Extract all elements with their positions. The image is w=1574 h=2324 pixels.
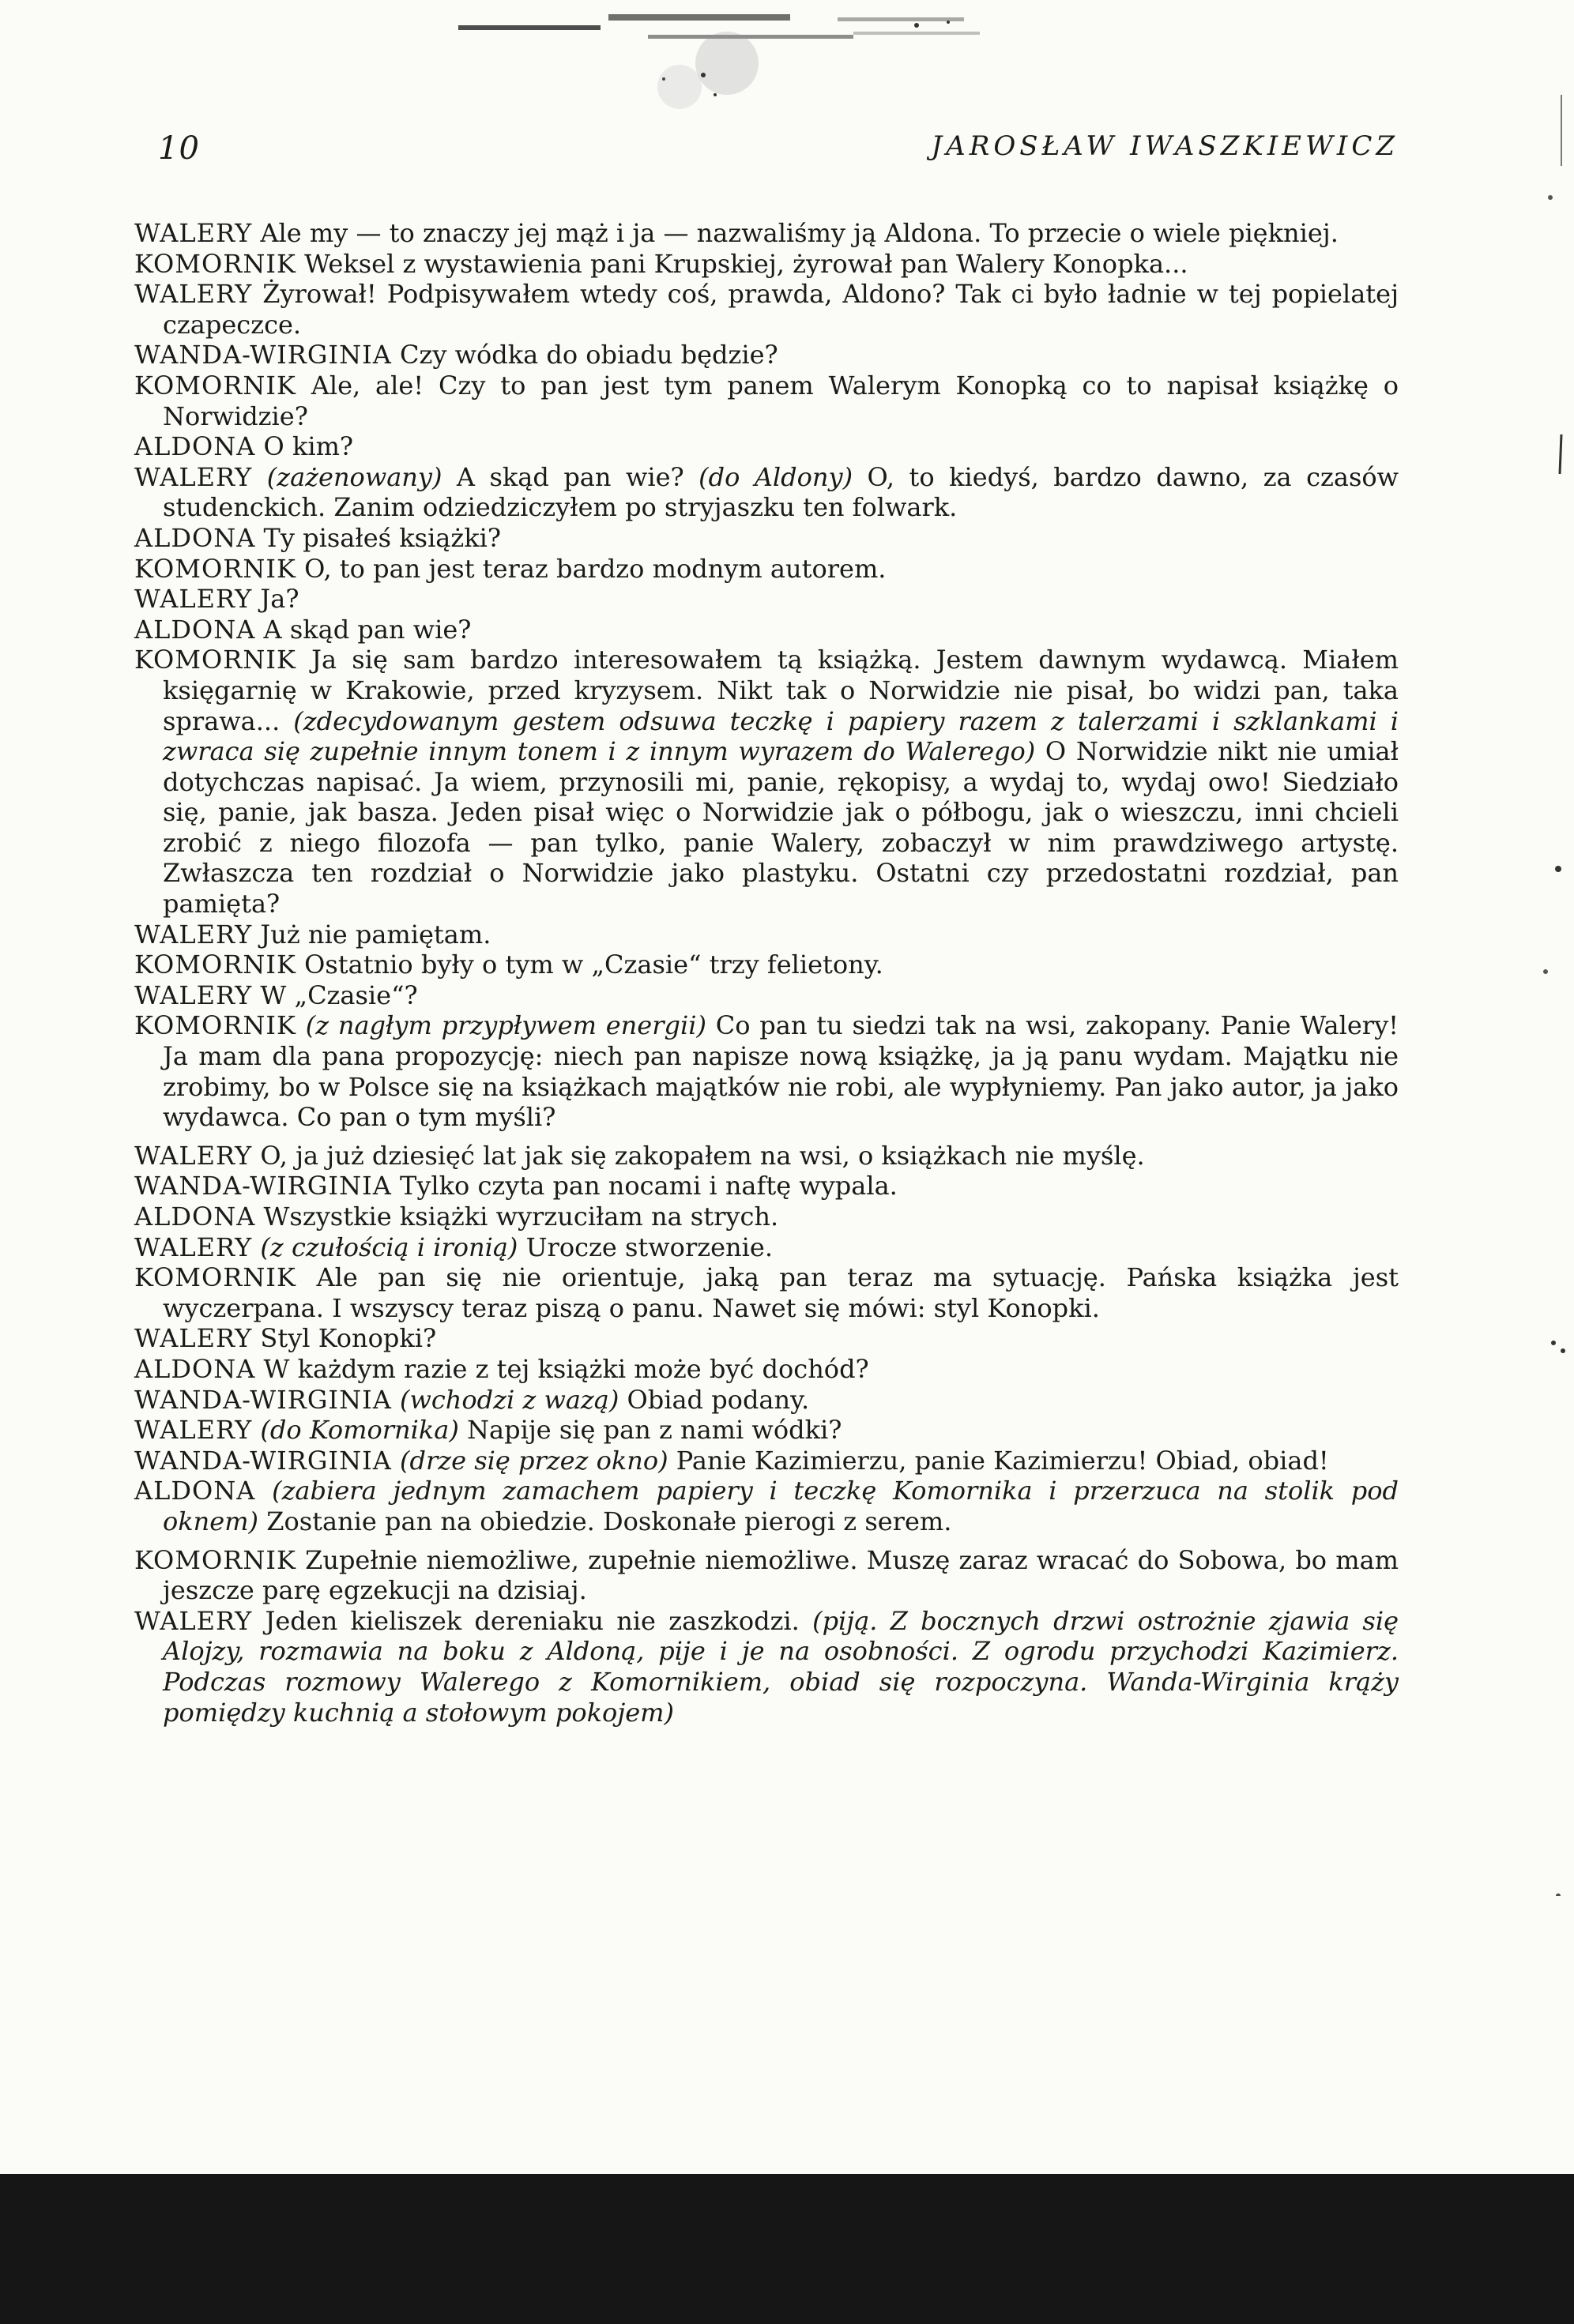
spoken-text: Jeden kieliszek dereniaku nie zaszkodzi. xyxy=(265,1605,813,1636)
spoken-text: Ostatnio były o tym w „Czasie“ trzy felietony. xyxy=(304,950,883,980)
stage-direction: (drze się przez okno) xyxy=(399,1445,668,1476)
speaker-name: WALERY xyxy=(134,1415,253,1446)
dialogue-line xyxy=(134,980,1399,1011)
dialogue-line xyxy=(134,1476,1399,1536)
dialogue-line xyxy=(134,584,1399,615)
spoken-text: Co pan tu siedzi tak na wsi, zakopany. Panie Walery! Ja mam dla pana propozycję: niech pan napisze nową książkę, ja ją panu wydam. Majątku nie zrobimy, bo w Polsce się na książkach majątków nie robi, ale wypłyniemy. Pan jako autor, ja jako wydawca. Co pan o tym myśli? xyxy=(163,1010,1399,1133)
spoken-text: Urocze stworzenie. xyxy=(518,1232,773,1262)
spoken-text: Weksel z wystawienia pani Krupskiej, żyrował pan Walery Konopka... xyxy=(304,248,1188,279)
dialogue-line xyxy=(134,1141,1399,1171)
speaker-name: WANDA-WIRGINIA xyxy=(134,340,392,370)
speaker-name: KOMORNIK xyxy=(134,553,296,584)
speaker-name: ALDONA xyxy=(134,1476,256,1506)
stage-direction: (piją. Z bocznych drzwi ostrożnie zjawia się Alojzy, rozmawia na boku z Aldoną, pije i je na osobności. Z ogrodu przychodzi Kazimierz. Podczas rozmowy Walerego z Komornikiem, obiad się rozpoczyna. Wanda-Wirginia krąży pomiędzy kuchnią a stołowym pokojem) xyxy=(163,1605,1399,1728)
dialogue-line xyxy=(134,1323,1399,1354)
dialogue-line xyxy=(134,1262,1399,1323)
dialogue-line xyxy=(134,279,1399,340)
spoken-text: Zupełnie niemożliwe, zupełnie niemożliwe. Muszę zaraz wracać do Sobowa, bo mam jeszcze parę egzekucji na dzisiaj. xyxy=(163,1544,1399,1606)
spoken-text: Ale my — to znaczy jej mąż i ja — nazwaliśmy ją Aldona. To przecie o wiele piękniej. xyxy=(260,218,1339,248)
speaker-name: KOMORNIK xyxy=(134,1010,296,1041)
spoken-text: W każdym razie z tej książki może być dochód? xyxy=(263,1353,869,1384)
stage-direction: (wchodzi z wazą) xyxy=(399,1384,619,1415)
stage-direction: (do Komornika) xyxy=(260,1415,459,1446)
dialogue-line xyxy=(134,615,1399,645)
speaker-name: WALERY xyxy=(134,218,253,248)
stage-direction: (z czułością i ironią) xyxy=(260,1232,518,1262)
speaker-name: KOMORNIK xyxy=(134,1262,296,1293)
dialogue-line xyxy=(134,1545,1399,1606)
dialogue-line xyxy=(134,218,1399,249)
speaker-name: KOMORNIK xyxy=(134,370,296,400)
spoken-text: Ty pisałeś książki? xyxy=(263,522,502,553)
speaker-name: WALERY xyxy=(134,919,253,950)
spoken-text: O, to kiedyś, bardzo dawno, za czasów studenckich. Zanim odziedziczyłem po stryjaszku ten folwark. xyxy=(163,461,1399,523)
speaker-name: WALERY xyxy=(134,1605,253,1636)
dialogue-line xyxy=(134,370,1399,431)
dialogue-line xyxy=(134,340,1399,370)
speaker-name: WALERY xyxy=(134,1232,253,1262)
scan-smudge xyxy=(442,0,1075,118)
speaker-name: WANDA-WIRGINIA xyxy=(134,1171,392,1201)
spoken-text: W „Czasie“? xyxy=(260,980,418,1010)
speaker-name: ALDONA xyxy=(134,522,256,553)
speaker-name: KOMORNIK xyxy=(134,645,296,675)
dialogue-line xyxy=(134,431,1399,462)
speaker-name: WALERY xyxy=(134,279,253,310)
dialogue-text xyxy=(134,218,1399,1728)
dialogue-line xyxy=(134,554,1399,585)
speaker-name: ALDONA xyxy=(134,1353,256,1384)
spoken-text: Już nie pamiętam. xyxy=(260,919,491,950)
spoken-text: Panie Kazimierzu, panie Kazimierzu! Obiad, obiad! xyxy=(668,1445,1329,1476)
spoken-text: Żyrował! Podpisywałem wtedy coś, prawda, Aldono? Tak ci było ładnie w tej popielatej czapeczce. xyxy=(163,279,1399,340)
stage-direction: (zażenowany) xyxy=(266,461,442,492)
spoken-text: Napije się pan z nami wódki? xyxy=(458,1415,842,1446)
spoken-text: O, ja już dziesięć lat jak się zakopałem na wsi, o książkach nie myślę. xyxy=(260,1140,1145,1171)
page-header xyxy=(158,130,1399,178)
dialogue-line xyxy=(134,1446,1399,1476)
speaker-name: ALDONA xyxy=(134,614,256,645)
spoken-text: Styl Konopki? xyxy=(260,1323,437,1354)
speaker-name: WALERY xyxy=(134,1323,253,1354)
speaker-name: WANDA-WIRGINIA xyxy=(134,1445,392,1476)
spoken-text: Tylko czyta pan nocami i naftę wypala. xyxy=(399,1171,898,1201)
dialogue-line xyxy=(134,1606,1399,1728)
speaker-name: WALERY xyxy=(134,980,253,1010)
page-number: 10 xyxy=(158,130,200,167)
spoken-text: O kim? xyxy=(263,431,354,462)
speaker-name: WALERY xyxy=(134,1140,253,1171)
dialogue-line xyxy=(134,1232,1399,1263)
speaker-name: KOMORNIK xyxy=(134,248,296,279)
dialogue-line xyxy=(134,1171,1399,1201)
speaker-name: WALERY xyxy=(134,461,253,492)
spoken-text: Ale, ale! Czy to pan jest tym panem Walerym Konopką co to napisał książkę o Norwidzie? xyxy=(163,370,1399,431)
dialogue-line xyxy=(134,523,1399,554)
spoken-text: O Norwidzie nikt nie umiał dotychczas napisać. Ja wiem, przynosili mi, panie, rękopisy, a wydaj to, wydaj owo! Siedziało się, panie, jak basza. Jeden pisał więc o Norwidzie jak o półbogu, jak o wieszczu, inni chcieli zrobić z niego filozofa — pan tylko, panie Walery, zobaczył w nim prawdziwego artystę. Zwłaszcza ten rozdział o Norwidzie jako plastyku. Ostatni czy przedostatni rozdział, pan pamięta? xyxy=(163,736,1399,919)
dialogue-line xyxy=(134,645,1399,919)
running-title: JAROSŁAW IWASZKIEWICZ xyxy=(931,130,1399,162)
dialogue-line xyxy=(134,249,1399,280)
spoken-text: O, to pan jest teraz bardzo modnym autorem. xyxy=(304,553,887,584)
dialogue-line xyxy=(134,950,1399,980)
dialogue-line xyxy=(134,462,1399,523)
dialogue-line xyxy=(134,1354,1399,1385)
stage-direction: (zabiera jednym zamachem papiery i teczkę Komornika i przerzuca na stolik pod oknem) xyxy=(163,1476,1399,1536)
spoken-text: Ale pan się nie orientuje, jaką pan teraz ma sytuację. Pańska książka jest wyczerpana. I wszyscy teraz piszą o panu. Nawet się mówi: styl Konopki. xyxy=(163,1262,1399,1323)
spoken-text: A skąd pan wie? xyxy=(263,614,472,645)
margin-marks xyxy=(1527,79,1574,1896)
scan-edge xyxy=(0,2174,1574,2324)
stage-direction: (zdecydowanym gestem odsuwa teczkę i papiery razem z talerzami i szklankami i zwraca się zupełnie innym tonem i z innym wyrazem do Walerego) xyxy=(163,705,1399,767)
dialogue-line xyxy=(134,1385,1399,1416)
spoken-text: Wszystkie książki wyrzuciłam na strych. xyxy=(263,1201,779,1232)
dialogue-line xyxy=(134,919,1399,950)
speaker-name: ALDONA xyxy=(134,1201,256,1232)
spoken-text: Ja? xyxy=(260,584,299,615)
dialogue-line xyxy=(134,1415,1399,1446)
stage-direction: (do Aldony) xyxy=(699,461,853,492)
speaker-name: WANDA-WIRGINIA xyxy=(134,1384,392,1415)
speaker-name: KOMORNIK xyxy=(134,1544,296,1575)
spoken-text: Zostanie pan na obiedzie. Doskonałe pierogi z serem. xyxy=(258,1506,952,1536)
speaker-name: WALERY xyxy=(134,584,253,615)
dialogue-line xyxy=(134,1010,1399,1132)
spoken-text: Czy wódka do obiadu będzie? xyxy=(399,340,778,370)
spoken-text: Obiad podany. xyxy=(619,1384,810,1415)
dialogue-line xyxy=(134,1201,1399,1232)
stage-direction: (z nagłym przypływem energii) xyxy=(305,1010,706,1041)
spoken-text: A skąd pan wie? xyxy=(442,461,699,492)
speaker-name: KOMORNIK xyxy=(134,950,296,980)
spoken-text: Ja się sam bardzo interesowałem tą książką. Jestem dawnym wydawcą. Miałem księgarnię w Krakowie, przed kryzysem. Nikt tak o Norwidzie nie pisał, bo widzi pan, taka sprawa... xyxy=(163,645,1399,736)
speaker-name: ALDONA xyxy=(134,431,256,462)
